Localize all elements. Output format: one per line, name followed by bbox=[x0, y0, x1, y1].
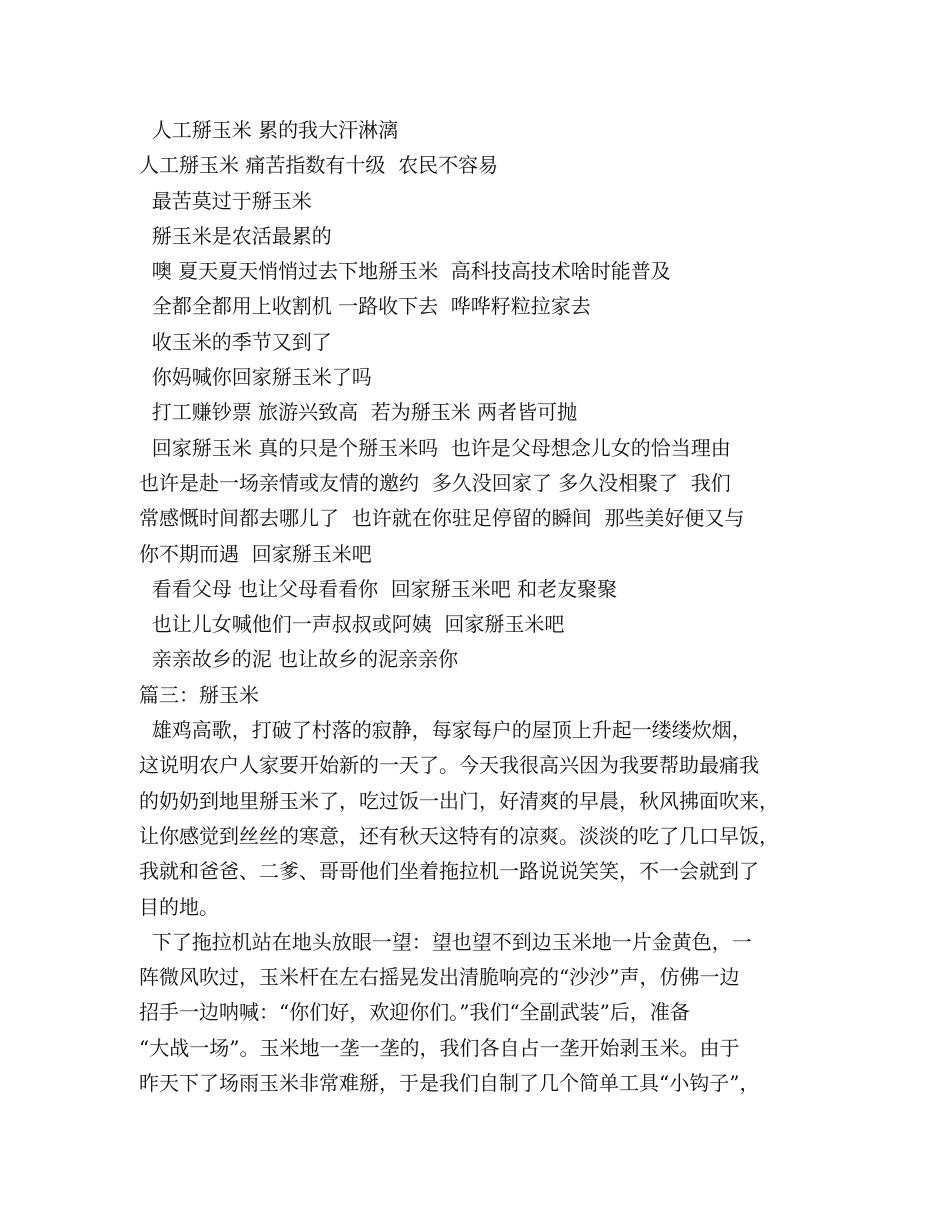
text-line: 昨天下了场雨玉米非常难掰，于是我们自制了几个简单工具“小钩子”， bbox=[139, 1071, 760, 1096]
text-line: “大战一场”。玉米地一垄一垄的，我们各自占一垄开始剥玉米。由于 bbox=[139, 1035, 740, 1060]
text-line: 目的地。 bbox=[139, 894, 219, 919]
text-line: 噢 夏天夏天悄悄过去下地掰玉米 高科技高技术啥时能普及 bbox=[139, 259, 671, 284]
text-line: 掰玉米是农活最累的 bbox=[139, 223, 332, 248]
text-line: 全都全都用上收割机 一路收下去 哗哗籽粒拉家去 bbox=[139, 294, 591, 319]
text-line: 你不期而遇 回家掰玉米吧 bbox=[139, 541, 372, 566]
text-line: 这说明农户人家要开始新的一天了。今天我很高兴因为我要帮助最痛我 bbox=[139, 753, 759, 778]
text-line: 亲亲故乡的泥 也让故乡的泥亲亲你 bbox=[139, 647, 459, 672]
text-line: 最苦莫过于掰玉米 bbox=[139, 188, 312, 213]
text-line: 的奶奶到地里掰玉米了，吃过饭一出门，好清爽的早晨，秋风拂面吹来， bbox=[139, 788, 779, 813]
text-line: 招手一边呐喊：“你们好，欢迎你们。”我们“全副武装”后，准备 bbox=[139, 1000, 690, 1025]
text-line: 我就和爸爸、二爹、哥哥他们坐着拖拉机一路说说笑笑，不一会就到了 bbox=[139, 859, 759, 884]
body-text bbox=[139, 113, 819, 1101]
text-line: 人工掰玉米 痛苦指数有十级 农民不容易 bbox=[139, 153, 499, 178]
text-line: 你妈喊你回家掰玉米了吗 bbox=[139, 365, 372, 390]
text-line: 人工掰玉米 累的我大汗淋漓 bbox=[139, 118, 399, 142]
text-line: 也许是赴一场亲情或友情的邀约 多久没回家了 多久没相聚了 我们 bbox=[139, 470, 731, 495]
text-line: 打工赚钞票 旅游兴致高 若为掰玉米 两者皆可抛 bbox=[139, 400, 578, 425]
text-line: 收玉米的季节又到了 bbox=[139, 329, 332, 354]
text-line: 雄鸡高歌，打破了村落的寂静，每家每户的屋顶上升起一缕缕炊烟， bbox=[139, 718, 752, 743]
text-line: 阵微风吹过，玉米杆在左右摇晃发出清脆响亮的“沙沙”声，仿佛一边 bbox=[139, 965, 740, 990]
text-line: 也让儿女喊他们一声叔叔或阿姨 回家掰玉米吧 bbox=[139, 612, 565, 637]
text-line: 看看父母 也让父母看看你 回家掰玉米吧 和老友聚聚 bbox=[139, 576, 618, 601]
text-line: 常感慨时间都去哪儿了 也许就在你驻足停留的瞬间 那些美好便又与 bbox=[139, 506, 745, 531]
section-heading: 篇三：掰玉米 bbox=[139, 682, 259, 707]
text-line: 让你感觉到丝丝的寒意，还有秋天这特有的凉爽。淡淡的吃了几口早饭， bbox=[139, 823, 779, 848]
text-line: 回家掰玉米 真的只是个掰玉米吗 也许是父母想念儿女的恰当理由 bbox=[139, 435, 731, 460]
text-line: 下了拖拉机站在地头放眼一望：望也望不到边玉米地一片金黄色，一 bbox=[139, 929, 752, 954]
